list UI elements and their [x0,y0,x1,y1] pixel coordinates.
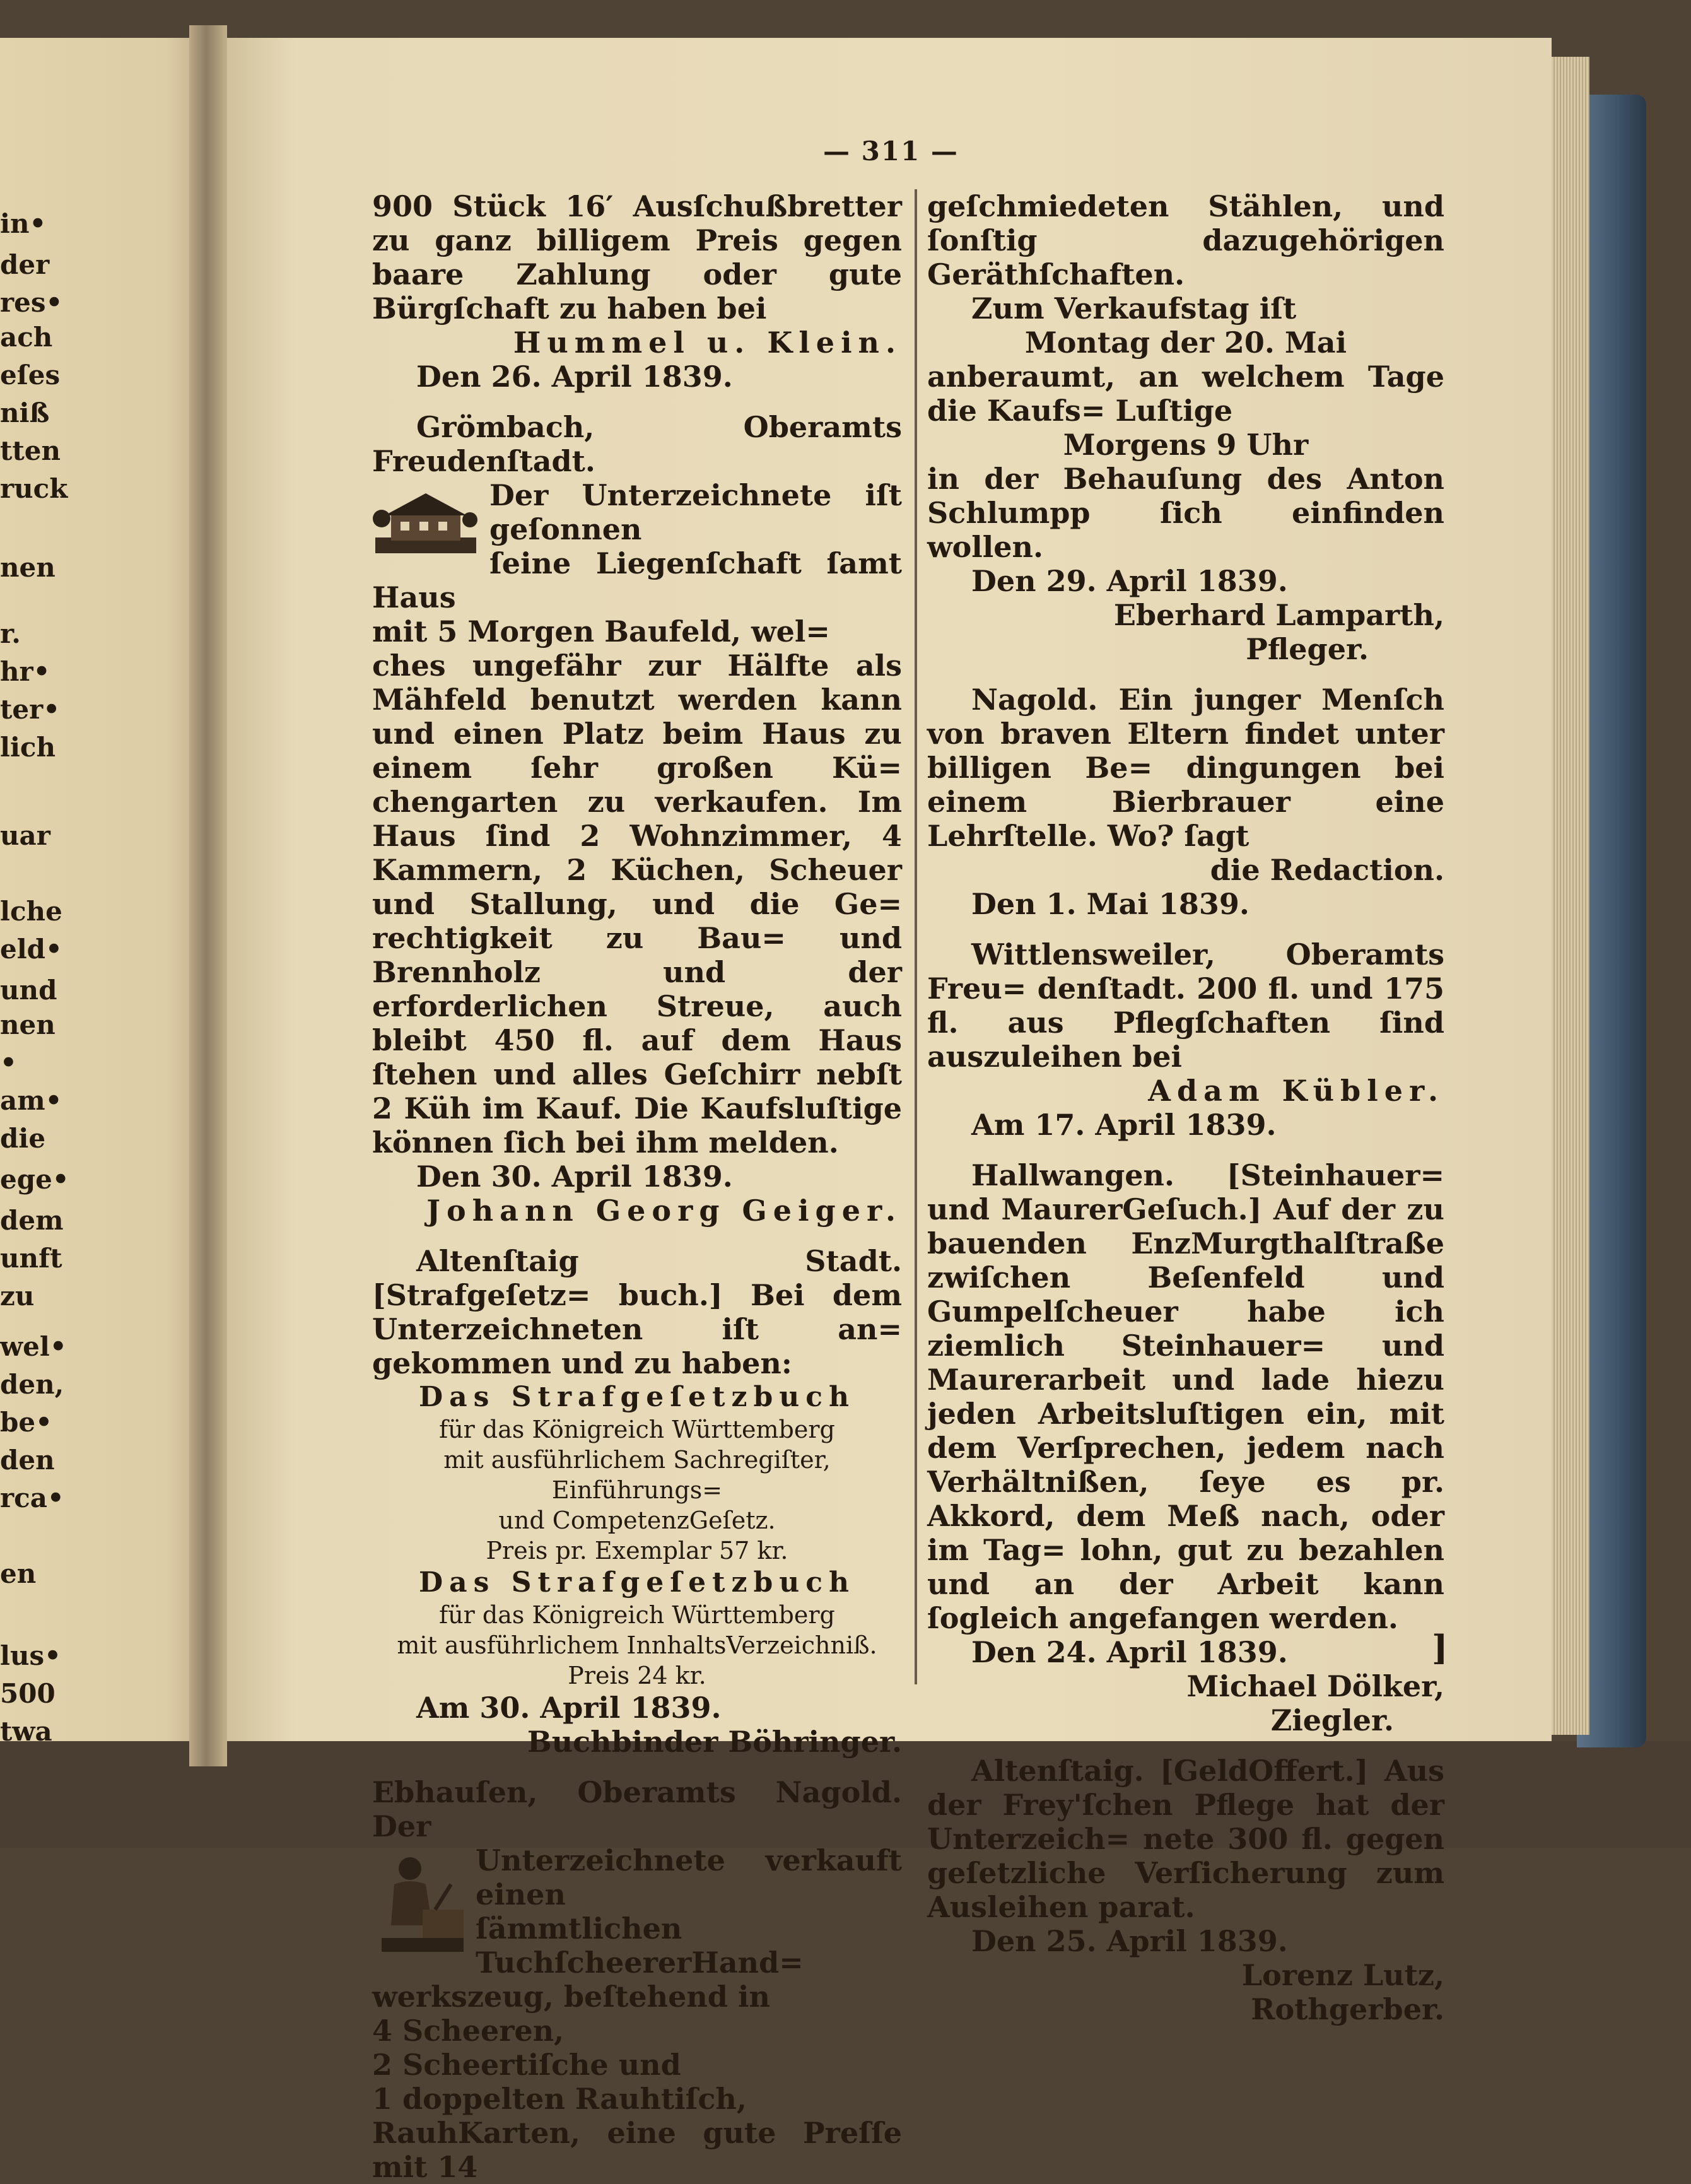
left-margin-fragment: zu [0,1281,35,1312]
left-margin-fragment: en [0,1558,37,1589]
ad-heading: Altenſtaig Stadt. [Strafgeſetz= buch.] Bei dem Unterzeichneten iſt an= gekommen und zu haben: [372,1244,902,1380]
left-margin-fragment: ege• [0,1164,69,1195]
left-margin-fragment: in• [0,208,47,239]
ad-date: Den 30. April 1839. [416,1160,733,1194]
left-margin-fragment: lche [0,896,62,927]
left-margin-fragment: nen [0,552,56,583]
left-margin-fragment: eſes [0,360,61,390]
ad-board-sale: 900 Stück 16′ Ausſchußbretter zu ganz billigem Preis gegen baare Zahlung oder gute Bürgſchaft zu haben bei [372,189,902,326]
ad-line: werkszeug, beſtehend in [372,1980,770,2014]
ad-signature: Johann Georg Geiger. [426,1194,902,1228]
ad-line: mit 5 Morgen Baufeld, wel= [372,614,830,649]
ad-heading: Ebhauſen, Oberamts Nagold. Der [372,1775,902,1843]
ad-body: anberaumt, an welchem Tage die Kaufs= Luſtige [927,360,1444,428]
house-woodcut-icon [372,481,479,556]
left-margin-fragment: tten [0,435,61,466]
left-margin-fragment: lus• [0,1640,61,1671]
left-margin-fragment: rca• [0,1482,64,1513]
left-margin-fragment: ter• [0,694,61,725]
left-margin-fragment: den, [0,1369,64,1400]
left-margin-fragment: 500 [0,1678,56,1709]
left-margin-fragment: die [0,1123,46,1154]
ad-line: ſämmtlichen TuchſcheererHand= [476,1911,804,1980]
left-margin-fragment: be• [0,1407,52,1438]
ad-body: Nagold. Ein junger Menſch von braven Eltern findet unter billigen Be= dingungen bei einem Bierbrauer eine Lehrſtelle. Wo? ſagt [927,683,1444,853]
ad-signature: Michael Dölker, [1186,1669,1444,1703]
ad-signature: Eberhard Lamparth, [1113,598,1444,632]
left-margin-fragment: und [0,975,57,1006]
ad-date: Den 24. April 1839. [971,1635,1288,1669]
left-margin-fragment: ach [0,322,53,353]
ad-heading: Grömbach, Oberamts Freudenſtadt. [372,410,902,478]
left-margin-fragment: twa [0,1716,52,1747]
list-item: 4 Scheeren, [372,2014,565,2048]
ad-signature: die Redaction. [1210,853,1444,887]
book-line: mit ausführlichem InnhaltsVerzeichniß. [397,1631,877,1659]
ad-line: Der Unterzeichnete iſt geſonnen [489,478,902,546]
ad-date: Den 29. April 1839. [971,564,1288,598]
book-line: für das Königreich Württemberg [439,1416,835,1443]
ad-line: ſeine Liegenſchaft ſamt Haus [372,546,902,614]
left-margin-fragment: wel• [0,1331,67,1362]
left-margin-fragment: • [0,1047,17,1078]
column-rule [915,189,917,1684]
book-price: Preis pr. Exemplar 57 kr. [486,1537,788,1565]
page-number: — 311 — [823,136,959,167]
ad-date: Am 17. April 1839. [971,1108,1277,1142]
book-line: für das Königreich Württemberg [439,1601,835,1629]
ad-body: RauhKarten, eine gute Preſſe mit 14 [372,2116,902,2184]
ad-body: Wittlensweiler, Oberamts Freu= denſtadt. 200 fl. und 175 fl. aus Pflegſchaften ſind auszuleihen bei [927,937,1444,1074]
book-line: mit ausführlichem Sachregiſter, Einführungs= [443,1446,831,1504]
left-margin-fragment: den [0,1445,55,1476]
craftsman-woodcut-icon [372,1850,467,1957]
ad-signature: Lorenz Lutz, [1241,1958,1444,1992]
ad-date: Den 25. April 1839. [971,1924,1288,1958]
ad-body: geſchmiedeten Stählen, und ſonſtig dazugehörigen Geräthſchaften. [927,189,1444,291]
ad-signature: Buchbinder Böhringer. [527,1725,902,1759]
left-margin-fragment: eld• [0,934,62,965]
left-margin-fragment: nen [0,1009,56,1040]
left-margin-fragment: hr• [0,656,50,687]
ad-line: Unterzeichnete verkauft einen [476,1843,902,1911]
book-line: und CompetenzGeſetz. [498,1506,776,1534]
book-price: Preis 24 kr. [568,1662,706,1689]
left-margin-fragment: ruck [0,473,68,504]
left-margin-fragment: uar [0,820,50,851]
ad-body: in der Behauſung des Anton Schlumpp ſich einfinden wollen. [927,462,1444,564]
column-right [927,189,1444,2026]
ad-signature-role: Ziegler. [1270,1703,1394,1737]
left-margin-fragment: niß [0,397,50,428]
ad-body: Hallwangen. [Steinhauer= und MaurerGeſuch.] Auf der zu bauenden EnzMurgthalſtraße zwiſchen Beſenfeld und Gumpelſcheuer habe ich ziemlich Steinhauer= und Maurerarbeit und lade hiezu jeden Arbeitsluſtigen ein, mit dem Verſprechen, jedem nach Verhältnißen, ſeye es pr. Akkord, dem Meß nach, oder im Tag= lohn, gut zu bezahlen und an der Arbeit kann ſogleich angefangen werden. [927,1158,1444,1635]
ad-line: Montag der 20. Mai [1024,326,1347,360]
ad-signature-role: Rothgerber. [1251,1992,1444,2026]
book-title: Das Strafgeſetzbuch [418,1381,855,1413]
book-gutter [189,25,227,1766]
ad-line: Zum Verkaufstag iſt [971,291,1297,326]
ad-body: ches ungefähr zur Hälfte als Mähfeld benutzt werden kann und einen Platz beim Haus zu einem ſehr großen Kü= chengarten zu verkaufen. Im Haus ſind 2 Wohnzimmer, 4 Kammern, 2 Küchen, Scheuer und Stallung, und die Ge= rechtigkeit zu Bau= und Brennholz und der erforderlichen Streue, auch bleibt 450 fl. auf dem Haus ſtehen und alles Geſchirr nebſt 2 Küh im Kauf. Die Kaufsluſtige können ſich bei ihm melden. [372,649,902,1160]
ad-signature: Hummel u. Klein. [513,326,902,360]
book-title: Das Strafgeſetzbuch [418,1566,855,1599]
ad-signature-role: Pfleger. [1246,632,1369,666]
list-item: 2 Scheertiſche und [372,2048,681,2082]
column-left [372,189,902,2184]
left-margin-fragment: dem [0,1205,64,1236]
ad-line: Morgens 9 Uhr [1063,428,1309,462]
ad-date: Am 30. April 1839. [416,1691,722,1725]
closing-bracket: ] [1432,1628,1448,1668]
ad-body: Altenſtaig. [GeldOffert.] Aus der Frey'ſchen Pflege hat der Unterzeich= nete 300 fl. gegen geſetzliche Verſicherung zum Ausleihen parat. [927,1754,1444,1924]
ad-date: Den 26. April 1839. [416,360,733,394]
left-margin-fragment: unft [0,1243,62,1274]
ad-signature: Adam Kübler. [1148,1074,1444,1108]
left-margin-fragment: r. [0,618,21,649]
list-item: 1 doppelten Rauhtiſch, [372,2082,747,2116]
left-margin-fragment: der [0,249,50,280]
left-margin-fragment: lich [0,732,56,763]
left-margin-fragment: am• [0,1085,62,1116]
ad-date: Den 1. Mai 1839. [971,887,1249,921]
left-margin-fragment: res• [0,287,63,318]
